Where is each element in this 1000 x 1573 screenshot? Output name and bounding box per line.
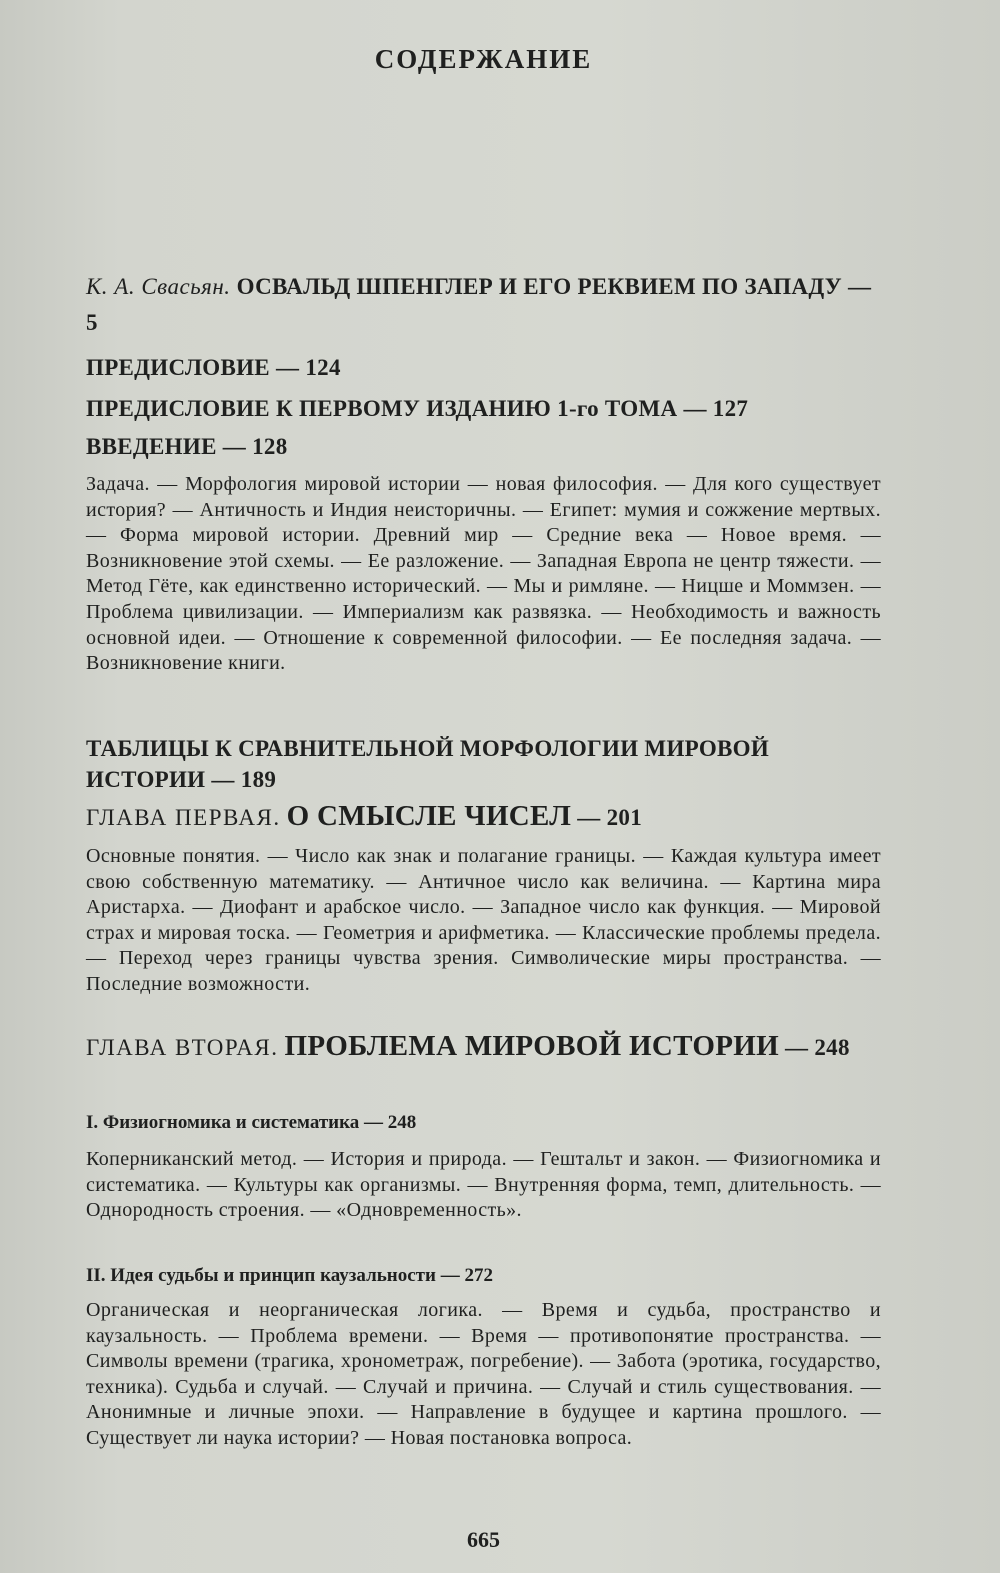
toc-title: ОСВАЛЬД ШПЕНГЛЕР И ЕГО РЕКВИЕМ ПО ЗАПАДУ: [236, 274, 842, 299]
toc-title: ПРЕДИСЛОВИЕ К ПЕРВОМУ ИЗДАНИЮ 1-го ТОМА: [86, 396, 678, 421]
toc-entry-preface: [86, 350, 881, 386]
toc-summary-section-1: Коперниканский метод. — История и природа. — Гештальт и закон. — Физиогномика и систематика. — Культуры как организмы. — Внутренняя форма, темп, длительность. — Однородность строения. — «Одновременность».: [86, 1148, 881, 1222]
toc-summary-section-2: Органическая и неорганическая логика. — Время и судьба, пространство и каузальность. — Проблема времени. — Время — противопонятие пространства. — Символы времени (трагика, хронометраж, погребение). — Забота (эротика, государство, техника). Судьба и случай. — Случай и причина. — Случай и стиль существования. — Анонимные и личные эпохи. — Направление в будущее и картина прошлого. — Существует ли наука истории? — Новая постановка вопроса.: [86, 1299, 881, 1449]
toc-entry-chapter-2: [86, 1028, 881, 1066]
toc-page: — 128: [222, 434, 288, 459]
toc-section-1: [86, 1110, 881, 1136]
toc-entry-intro: [86, 429, 881, 465]
chapter-title: О СМЫСЛЕ ЧИСЕЛ: [286, 800, 572, 832]
section-title: II. Идея судьбы и принцип каузальности: [86, 1265, 436, 1286]
toc-title: ВВЕДЕНИЕ: [86, 434, 217, 459]
toc-entry-svasyan: [86, 269, 881, 341]
toc-page: — 248: [785, 1035, 850, 1060]
toc-page: — 272: [440, 1265, 493, 1286]
page-title: СОДЕРЖАНИЕ: [374, 44, 593, 74]
chapter-label: ГЛАВА ВТОРАЯ.: [86, 1035, 279, 1060]
chapter-label: ГЛАВА ПЕРВАЯ.: [86, 805, 281, 830]
toc-page: — 127: [683, 396, 749, 421]
toc-page: — 189: [211, 767, 277, 792]
toc-title: ТАБЛИЦЫ К СРАВНИТЕЛЬНОЙ МОРФОЛОГИИ МИРОВОЙ ИСТОРИИ: [86, 736, 770, 792]
toc-page: — 124: [276, 355, 341, 380]
toc-summary-intro: Задача. — Морфология мировой истории — новая философия. — Для кого существует история? — Античность и Индия неисторичны. — Египет: мумия и сожжение мертвых. — Форма мировой истории. Древний мир — Средние века — Новое время. — Возникновение этой схемы. — Ее разложение. — Западная Европа не центр тяжести. — Метод Гёте, как единственно исторический. — Мы и римляне. — Ницше и Моммзен. — Проблема цивилизации. — Империализм как развязка. — Необходимость и важность основной идеи. — Отношение к современной философии. — Ее последняя задача. — Возникновение книги.: [86, 473, 881, 675]
section-title: I. Физиогномика и систематика: [86, 1112, 360, 1133]
toc-page: — 248: [364, 1112, 417, 1133]
toc-section-2: [86, 1263, 881, 1289]
toc-author: К. А. Сваcьян.: [86, 274, 231, 299]
toc-entry-chapter-1: [86, 798, 881, 836]
toc-entry-tables: [86, 733, 881, 795]
toc-summary-chapter-1: Основные понятия. — Число как знак и полагание границы. — Каждая культура имеет свою собственную математику. — Античное число как величина. — Картина мира Аристарха. — Диофант и арабское число. — Западное число как функция. — Мировой страх и мировая тоска. — Геометрия и арифметика. — Классические проблемы предела. — Переход через границы чувства зрения. Символические миры пространства. — Последние возможности.: [86, 845, 881, 995]
toc-page: — 201: [577, 805, 643, 830]
toc-title: ПРЕДИСЛОВИЕ: [86, 355, 270, 380]
chapter-title: ПРОБЛЕМА МИРОВОЙ ИСТОРИИ: [284, 1030, 779, 1062]
toc-entry-preface-first: [86, 391, 881, 427]
page-number: 665: [467, 1527, 500, 1552]
toc-page: — 5: [86, 274, 872, 335]
